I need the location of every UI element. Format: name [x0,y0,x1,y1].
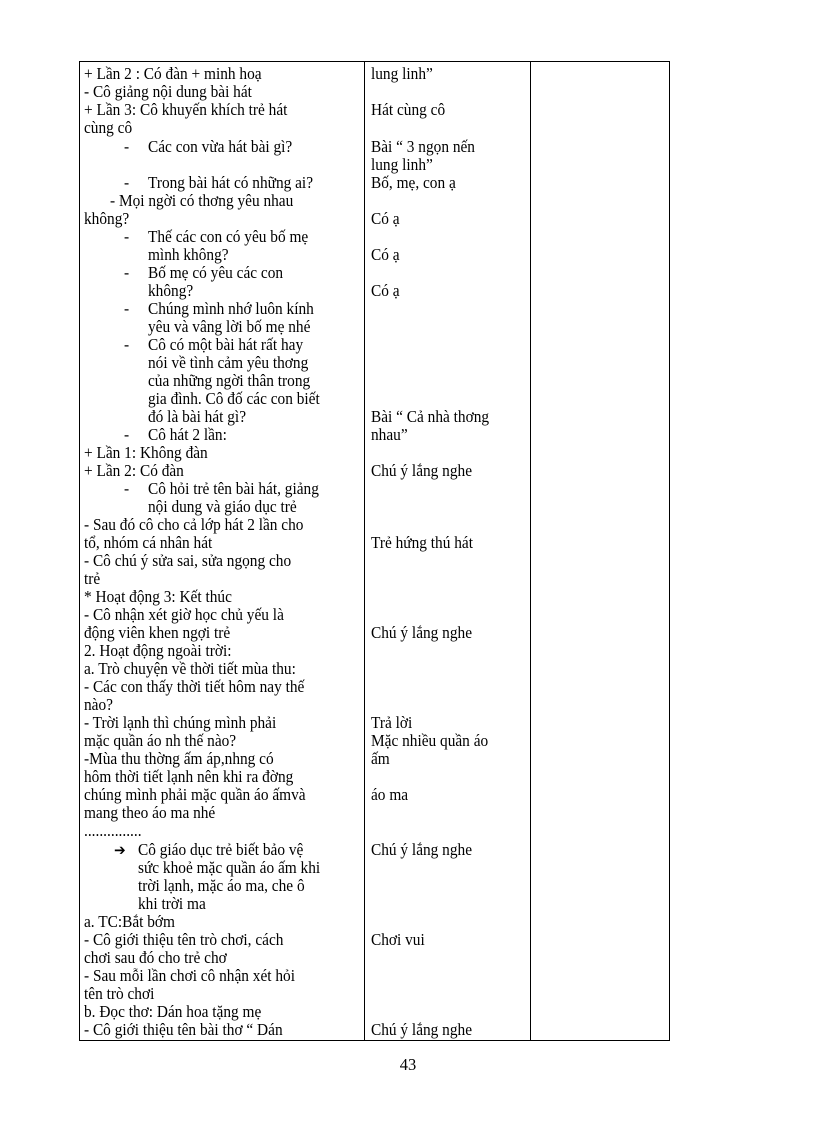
text-line: không? [84,209,130,228]
text-line: không? [148,281,194,300]
text-line: ............... [84,821,142,840]
text-line: + Lần 2: Có đàn [84,461,184,480]
text-line: + Lần 2 : Có đàn + minh hoạ [84,64,262,83]
text-line: sức khoẻ mặc quần áo ấm khi [138,858,321,877]
text-line: Cô hát 2 lần: [148,425,227,444]
text-line: - Cô giới thiệu tên bài thơ “ Dán [84,1020,283,1039]
text-line: cùng cô [84,118,133,137]
text-line: động viên khen ngợi trẻ [84,623,231,642]
text-line: yêu và vâng lời bố mẹ nhé [148,317,311,336]
text-line: mang theo áo ma nhé [84,803,216,822]
notes-column [531,62,669,1040]
text-line: -Mùa thu thờng ấm áp,nhng có [84,749,274,768]
text-line: của những ngời thân trong [148,371,311,390]
bullet-dash: - [124,479,130,498]
column-divider [364,62,365,1040]
text-line: Chú ý lắng nghe [371,461,473,480]
bullet-dash: - [124,263,130,282]
text-line: Cô có một bài hát rất hay [148,335,304,354]
text-line: + Lần 3: Cô khuyến khích trẻ hát [84,100,288,119]
text-line: Cô hỏi trẻ tên bài hát, giảng [148,479,319,498]
text-line: Chú ý lắng nghe [371,623,473,642]
text-line: mình không? [148,245,229,264]
teacher-activity-column [84,62,364,1040]
text-line: 2. Hoạt động ngoài trời: [84,641,232,660]
text-line: trời lạnh, mặc áo ma, che ô [138,876,305,895]
text-line: - Cô giảng nội dung bài hát [84,82,252,101]
text-line: Có ạ [371,245,400,264]
text-line: a. TC:Bắt bớm [84,912,175,931]
bullet-dash: - [124,299,130,318]
text-line: hôm thời tiết lạnh nên khi ra đờng [84,767,294,786]
text-line: Thế các con có yêu bố mẹ [148,227,309,246]
text-line: ấm [371,749,390,768]
text-line: nào? [84,695,113,714]
text-line: - Cô nhận xét giờ học chủ yếu là [84,605,284,624]
text-line: * Hoạt động 3: Kết thúc [84,587,232,606]
text-line: a. Trò chuyện về thời tiết mùa thu: [84,659,296,678]
bullet-dash: - [124,335,130,354]
text-line: Cô giáo dục trẻ biết bảo vệ [138,840,304,859]
lesson-table [79,61,670,1041]
bullet-dash: - [124,173,130,192]
text-line: Chơi vui [371,930,425,949]
text-line: Bài “ Cả nhà thơng [371,407,490,426]
text-line: - Sau đó cô cho cả lớp hát 2 lần cho [84,515,304,534]
text-line: Chúng mình nhớ luôn kính [148,299,314,318]
text-line: tổ, nhóm cá nhân hát [84,533,213,552]
text-line: Hát cùng cô [371,100,446,119]
text-line: lung linh” [371,155,433,174]
text-line: - Mọi ngời có thơng yêu nhau [110,191,294,210]
text-line: áo ma [371,785,409,804]
text-line: Mặc nhiều quần áo [371,731,489,750]
text-line: khi trời ma [138,894,206,913]
text-line: - Cô chú ý sửa sai, sửa ngọng cho [84,551,292,570]
text-line: đó là bài hát gì? [148,407,247,426]
text-line: nội dung và giáo dục trẻ [148,497,297,516]
text-line: Trả lời [371,713,413,732]
text-line: Bài “ 3 ngọn nến [371,137,475,156]
bullet-dash: - [124,137,130,156]
text-line: gia đình. Cô đố các con biết [148,389,320,408]
text-line: - Sau mỗi lần chơi cô nhận xét hỏi [84,966,295,985]
bullet-dash: - [124,227,130,246]
text-line: Trong bài hát có những ai? [148,173,314,192]
text-line: Bố mẹ có yêu các con [148,263,284,282]
text-line: Bố, mẹ, con ạ [371,173,456,192]
text-line: - Các con thấy thời tiết hôm nay thế [84,677,305,696]
text-line: tên trò chơi [84,984,155,1003]
text-line: Chú ý lắng nghe [371,840,473,859]
text-line: nói về tình cảm yêu thơng [148,353,309,372]
bullet-dash: - [124,425,130,444]
text-line: - Trời lạnh thì chúng mình phải [84,713,277,732]
text-line: chơi sau đó cho trẻ chơ [84,948,227,967]
text-line: + Lần 1: Không đàn [84,443,208,462]
text-line: trẻ [84,569,101,588]
text-line: b. Đọc thơ: Dán hoa tặng mẹ [84,1002,262,1021]
text-line: Chú ý lắng nghe [371,1020,473,1039]
text-line: Trẻ hứng thú hát [371,533,473,552]
text-line: nhau” [371,425,408,444]
text-line: mặc quần áo nh thế nào? [84,731,237,750]
text-line: - Cô giới thiệu tên trò chơi, cách [84,930,284,949]
text-line: Các con vừa hát bài gì? [148,137,293,156]
page-number: 43 [399,1055,417,1074]
child-activity-column [371,62,531,1040]
text-line: Có ạ [371,209,400,228]
text-line: chúng mình phải mặc quần áo ấmvà [84,785,306,804]
text-line: lung linh” [371,64,433,83]
arrow-right-icon: ➔ [114,841,126,859]
text-line: Có ạ [371,281,400,300]
